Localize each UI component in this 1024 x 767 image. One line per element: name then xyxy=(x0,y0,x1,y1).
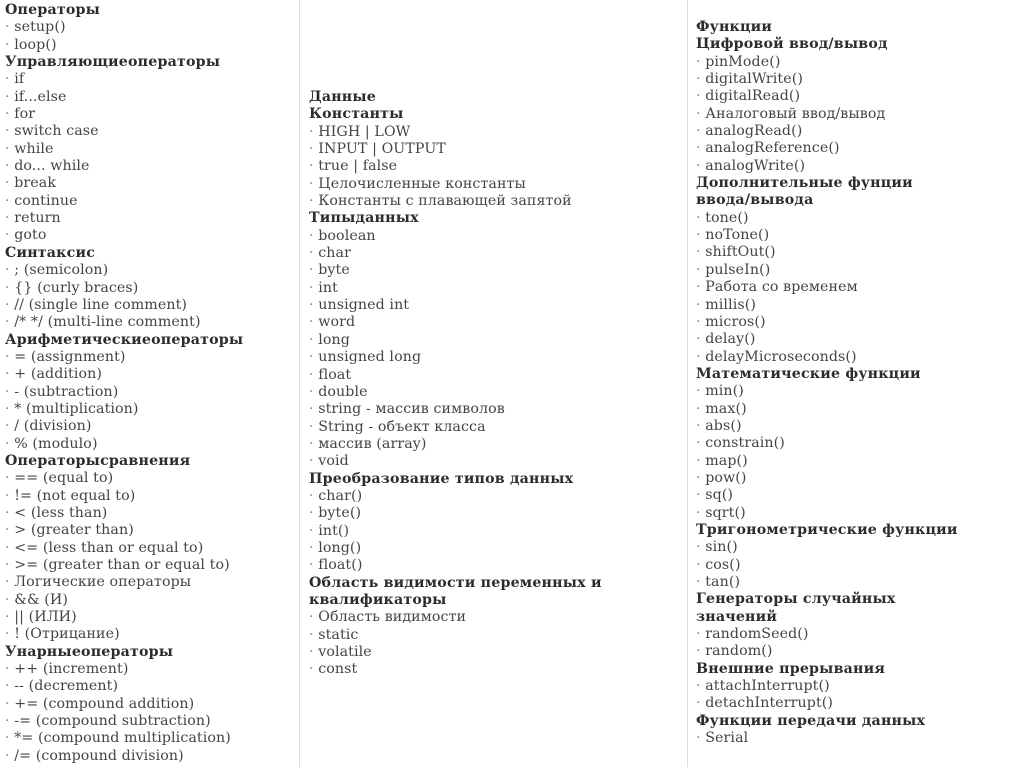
list-item: · sin() xyxy=(696,539,1024,556)
list-item: · {} (curly braces) xyxy=(5,280,299,297)
section-heading: Константы xyxy=(309,106,404,123)
section-heading: Область видимости переменных и xyxy=(309,574,602,591)
list-item: · Целочисленные константы xyxy=(309,176,687,193)
list-item: · delay() xyxy=(696,331,1024,348)
list-item: · <= (less than or equal to) xyxy=(5,540,299,557)
list-item: · + (addition) xyxy=(5,366,299,383)
list-item: · String - объект класса xyxy=(309,419,687,436)
section-heading: квалификаторы xyxy=(309,591,447,608)
list-item: · analogReference() xyxy=(696,140,1024,157)
section-heading: Функции xyxy=(696,19,773,35)
list-item: · for xyxy=(5,106,299,123)
list-item: · micros() xyxy=(696,314,1024,331)
list-item: · max() xyxy=(696,401,1024,418)
list-item: · INPUT | OUTPUT xyxy=(309,141,687,158)
list-item: · ! (Отрицание) xyxy=(5,626,299,643)
section-heading: Цифровой ввод/вывод xyxy=(696,36,888,53)
list-item: · tan() xyxy=(696,574,1024,591)
list-item: · float() xyxy=(309,557,687,574)
list-item: · /* */ (multi-line comment) xyxy=(5,314,299,331)
list-item: · long() xyxy=(309,540,687,557)
list-item: · attachInterrupt() xyxy=(696,678,1024,695)
list-item: · массив (array) xyxy=(309,436,687,453)
section-heading: Арифметическиеоператоры xyxy=(5,331,244,348)
list-item: · pow() xyxy=(696,470,1024,487)
list-item: · || (ИЛИ) xyxy=(5,609,299,626)
column-operators xyxy=(0,0,300,767)
list-item: · Константы с плавающей запятой xyxy=(309,193,687,210)
list-item: · byte xyxy=(309,262,687,279)
list-item: · && (И) xyxy=(5,592,299,609)
section-heading: Операторысравнения xyxy=(5,452,191,469)
list-item: · Serial xyxy=(696,730,1024,747)
section-heading: Тригонометрические функции xyxy=(696,521,958,538)
section-heading: Данные xyxy=(309,89,377,105)
list-item: · HIGH | LOW xyxy=(309,124,687,141)
list-item: · digitalRead() xyxy=(696,88,1024,105)
list-item: · constrain() xyxy=(696,435,1024,452)
list-item: · boolean xyxy=(309,228,687,245)
list-item: · >= (greater than or equal to) xyxy=(5,557,299,574)
list-item: · *= (compound multiplication) xyxy=(5,730,299,747)
list-item: · / (division) xyxy=(5,418,299,435)
section-heading: Унарныеоператоры xyxy=(5,643,174,660)
list-item: · detachInterrupt() xyxy=(696,695,1024,712)
list-item: · sqrt() xyxy=(696,505,1024,522)
list-item: · randomSeed() xyxy=(696,626,1024,643)
list-item: · setup() xyxy=(5,19,299,36)
section-heading: Функции передачи данных xyxy=(696,712,926,729)
list-item: · Работа со временем xyxy=(696,279,1024,296)
list-item: · const xyxy=(309,661,687,678)
list-item: · break xyxy=(5,175,299,192)
list-item: · do... while xyxy=(5,158,299,175)
list-item: · Область видимости xyxy=(309,609,687,626)
list-item: · shiftOut() xyxy=(696,244,1024,261)
list-item: · random() xyxy=(696,643,1024,660)
list-item: · tone() xyxy=(696,210,1024,227)
list-item: · cos() xyxy=(696,557,1024,574)
list-item: · - (subtraction) xyxy=(5,384,299,401)
list-item: · digitalWrite() xyxy=(696,71,1024,88)
list-item: · < (less than) xyxy=(5,505,299,522)
list-item: · void xyxy=(309,453,687,470)
list-item: · millis() xyxy=(696,297,1024,314)
list-item: · int() xyxy=(309,523,687,540)
section-heading: Преобразование типов данных xyxy=(309,470,574,487)
section-heading: значений xyxy=(696,608,778,625)
section-heading: Генераторы случайных xyxy=(696,591,896,608)
list-item: · long xyxy=(309,332,687,349)
list-item: · if xyxy=(5,71,299,88)
column-data xyxy=(300,0,688,767)
list-item: · pulseIn() xyxy=(696,262,1024,279)
list-item: · = (assignment) xyxy=(5,349,299,366)
list-item: · Аналоговый ввод/вывод xyxy=(696,106,1024,123)
list-item: · analogRead() xyxy=(696,123,1024,140)
section-heading: Синтаксис xyxy=(5,244,96,261)
section-heading: Управляющиеоператоры xyxy=(5,54,221,71)
list-item: · word xyxy=(309,314,687,331)
list-item: · > (greater than) xyxy=(5,522,299,539)
list-item: · unsigned long xyxy=(309,349,687,366)
list-item: · analogWrite() xyxy=(696,158,1024,175)
section-heading: Типыданных xyxy=(309,210,419,227)
list-item: · float xyxy=(309,367,687,384)
list-item: · char xyxy=(309,245,687,262)
list-item: · double xyxy=(309,384,687,401)
list-item: · continue xyxy=(5,193,299,210)
section-heading: Внешние прерывания xyxy=(696,660,886,677)
list-item: · delayMicroseconds() xyxy=(696,349,1024,366)
list-item: · string - массив символов xyxy=(309,401,687,418)
section-heading: Операторы xyxy=(5,2,101,18)
list-item: · char() xyxy=(309,488,687,505)
list-item: · map() xyxy=(696,453,1024,470)
list-item: · while xyxy=(5,141,299,158)
list-item: · int xyxy=(309,280,687,297)
section-heading: Математические функции xyxy=(696,365,921,382)
list-item: · -- (decrement) xyxy=(5,678,299,695)
list-item: · return xyxy=(5,210,299,227)
list-item: · byte() xyxy=(309,505,687,522)
list-item: · -= (compound subtraction) xyxy=(5,713,299,730)
list-item: · == (equal to) xyxy=(5,470,299,487)
list-item: · Логические операторы xyxy=(5,574,299,591)
list-item: · noTone() xyxy=(696,227,1024,244)
list-item: · ++ (increment) xyxy=(5,661,299,678)
section-heading: Дополнительные фунции xyxy=(696,175,913,192)
list-item: · if...else xyxy=(5,89,299,106)
list-item: · * (multiplication) xyxy=(5,401,299,418)
list-item: · sq() xyxy=(696,487,1024,504)
list-item: · ; (semicolon) xyxy=(5,262,299,279)
list-item: · loop() xyxy=(5,37,299,54)
column-functions xyxy=(688,0,1024,767)
list-item: · true | false xyxy=(309,158,687,175)
list-item: · % (modulo) xyxy=(5,436,299,453)
list-item: · /= (compound division) xyxy=(5,748,299,765)
list-item: · pinMode() xyxy=(696,54,1024,71)
list-item: · unsigned int xyxy=(309,297,687,314)
section-heading: ввода/вывода xyxy=(696,192,814,209)
list-item: · min() xyxy=(696,383,1024,400)
list-item: · goto xyxy=(5,227,299,244)
list-item: · switch case xyxy=(5,123,299,140)
list-item: · += (compound addition) xyxy=(5,696,299,713)
list-item: · static xyxy=(309,627,687,644)
list-item: · // (single line comment) xyxy=(5,297,299,314)
list-item: · != (not equal to) xyxy=(5,488,299,505)
list-item: · volatile xyxy=(309,644,687,661)
list-item: · abs() xyxy=(696,418,1024,435)
